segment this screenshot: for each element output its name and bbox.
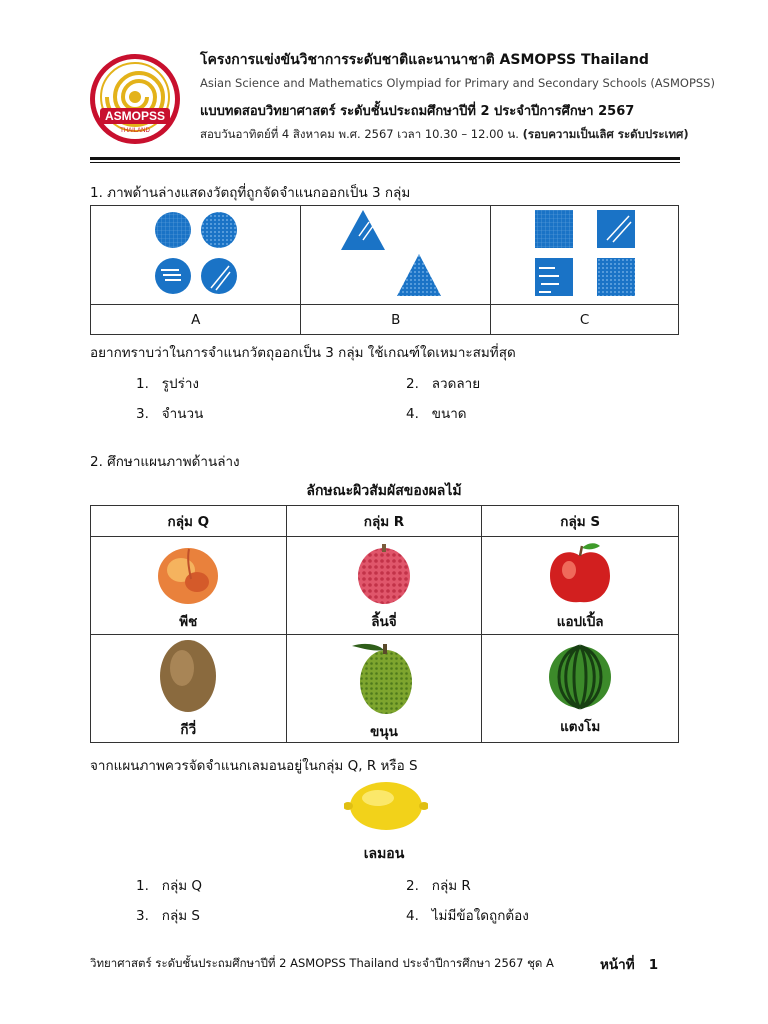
footer-text: วิทยาศาสตร์ ระดับชั้นประถมศึกษาปีที่ 2 ASMOPSS Thailand ประจำปีการศึกษา 2567 ชุด A <box>90 956 554 970</box>
jackfruit-label: ขนุน <box>370 723 398 740</box>
q2-option-4[interactable] <box>406 904 529 926</box>
option-number: 3. <box>136 908 149 924</box>
page-number: 1 <box>648 957 659 973</box>
question-1-table <box>90 205 679 335</box>
question-2-prompt: จากแผนภาพควรจัดจำแนกเลมอนอยู่ในกลุ่ม Q, R หรือ S <box>90 758 418 774</box>
q2-option-2[interactable] <box>406 874 471 896</box>
kiwi-cell <box>91 635 287 743</box>
watermelon-image <box>545 641 615 711</box>
option-number: 4. <box>406 406 419 422</box>
lychee-cell <box>286 537 482 635</box>
q1-option-1[interactable] <box>136 372 199 394</box>
question-1-text: 1. ภาพด้านล่างแสดงวัตถุที่ถูกจัดจำแนกออกเป็น 3 กลุ่ม <box>90 185 411 201</box>
option-number: 1. <box>136 376 149 392</box>
option-label: กลุ่ม S <box>161 908 200 924</box>
option-label: จำนวน <box>161 406 204 422</box>
apple-label: แอปเปิ้ล <box>556 613 604 630</box>
lychee-label: ลิ้นจี่ <box>371 613 397 630</box>
group-b-label: B <box>301 305 491 335</box>
option-number: 4. <box>406 908 419 924</box>
logo-subtext: THAILAND <box>120 128 150 134</box>
exam-date-text: สอบวันอาทิตย์ที่ 4 สิงหาคม พ.ศ. 2567 เวลา 10.30 – 12.00 น. <box>200 127 523 141</box>
q1-option-3[interactable] <box>136 402 203 424</box>
patterned-squares-image <box>525 206 645 300</box>
patterned-triangles-image <box>341 206 451 300</box>
group-b-cell <box>301 206 491 305</box>
kiwi-label: กีวี่ <box>180 721 197 738</box>
group-c-cell <box>491 206 679 305</box>
option-label: กลุ่ม Q <box>161 878 203 894</box>
apple-image <box>545 540 615 606</box>
group-a-label: A <box>91 305 301 335</box>
lychee-image <box>349 540 419 606</box>
exam-round-text: (รอบความเป็นเลิศ ระดับประเทศ) <box>522 127 689 141</box>
jackfruit-image <box>344 636 424 716</box>
q1-option-2[interactable] <box>406 372 480 394</box>
option-label: กลุ่ม R <box>431 878 471 894</box>
question-2-text: 2. ศึกษาแผนภาพด้านล่าง <box>90 454 240 470</box>
page-number-block <box>600 953 658 975</box>
fruit-texture-table <box>90 505 679 743</box>
group-r-header: กลุ่ม R <box>286 506 482 537</box>
header-divider-thin <box>90 162 680 163</box>
question-1-prompt: อยากทราบว่าในการจำแนกวัตถุออกเป็น 3 กลุ่ม ใช้เกณฑ์ใดเหมาะสมที่สุด <box>90 345 516 361</box>
group-q-header: กลุ่ม Q <box>91 506 287 537</box>
group-a-cell <box>91 206 301 305</box>
header-test-title: แบบทดสอบวิทยาศาสตร์ ระดับชั้นประถมศึกษาปีที่ 2 ประจำปีการศึกษา 2567 <box>200 104 635 119</box>
watermelon-label: แตงโม <box>560 718 601 735</box>
peach-cell <box>91 537 287 635</box>
header-exam-date <box>200 126 689 144</box>
option-number: 1. <box>136 878 149 894</box>
option-label: ไม่มีข้อใดถูกต้อง <box>431 908 529 924</box>
group-c-label: C <box>491 305 679 335</box>
logo-text: ASMOPSS <box>104 109 166 123</box>
asmopss-logo <box>88 52 182 146</box>
watermelon-cell <box>482 635 679 743</box>
apple-cell <box>482 537 679 635</box>
peach-image <box>153 540 223 606</box>
page-label: หน้าที่ <box>600 957 635 973</box>
kiwi-image <box>153 638 223 714</box>
q2-option-1[interactable] <box>136 874 202 896</box>
header-english-title: Asian Science and Mathematics Olympiad for Primary and Secondary Schools (ASMOPSS) <box>200 76 715 90</box>
q1-option-4[interactable] <box>406 402 467 424</box>
option-number: 3. <box>136 406 149 422</box>
header-title: โครงการแข่งขันวิชาการระดับชาติและนานาชาติ ASMOPSS Thailand <box>200 52 649 68</box>
option-number: 2. <box>406 878 419 894</box>
patterned-circles-image <box>141 206 251 300</box>
option-number: 2. <box>406 376 419 392</box>
group-s-header: กลุ่ม S <box>482 506 679 537</box>
peach-label: พีช <box>179 613 198 630</box>
lemon-image <box>344 778 428 838</box>
option-label: ลวดลาย <box>431 376 481 392</box>
option-label: รูปร่าง <box>161 376 200 392</box>
option-label: ขนาด <box>431 406 467 422</box>
lemon-label: เลมอน <box>363 846 405 862</box>
diagram-caption: ลักษณะผิวสัมผัสของผลไม้ <box>306 483 462 499</box>
q2-option-3[interactable] <box>136 904 200 926</box>
jackfruit-cell <box>286 635 482 743</box>
header-divider-thick <box>90 157 680 160</box>
